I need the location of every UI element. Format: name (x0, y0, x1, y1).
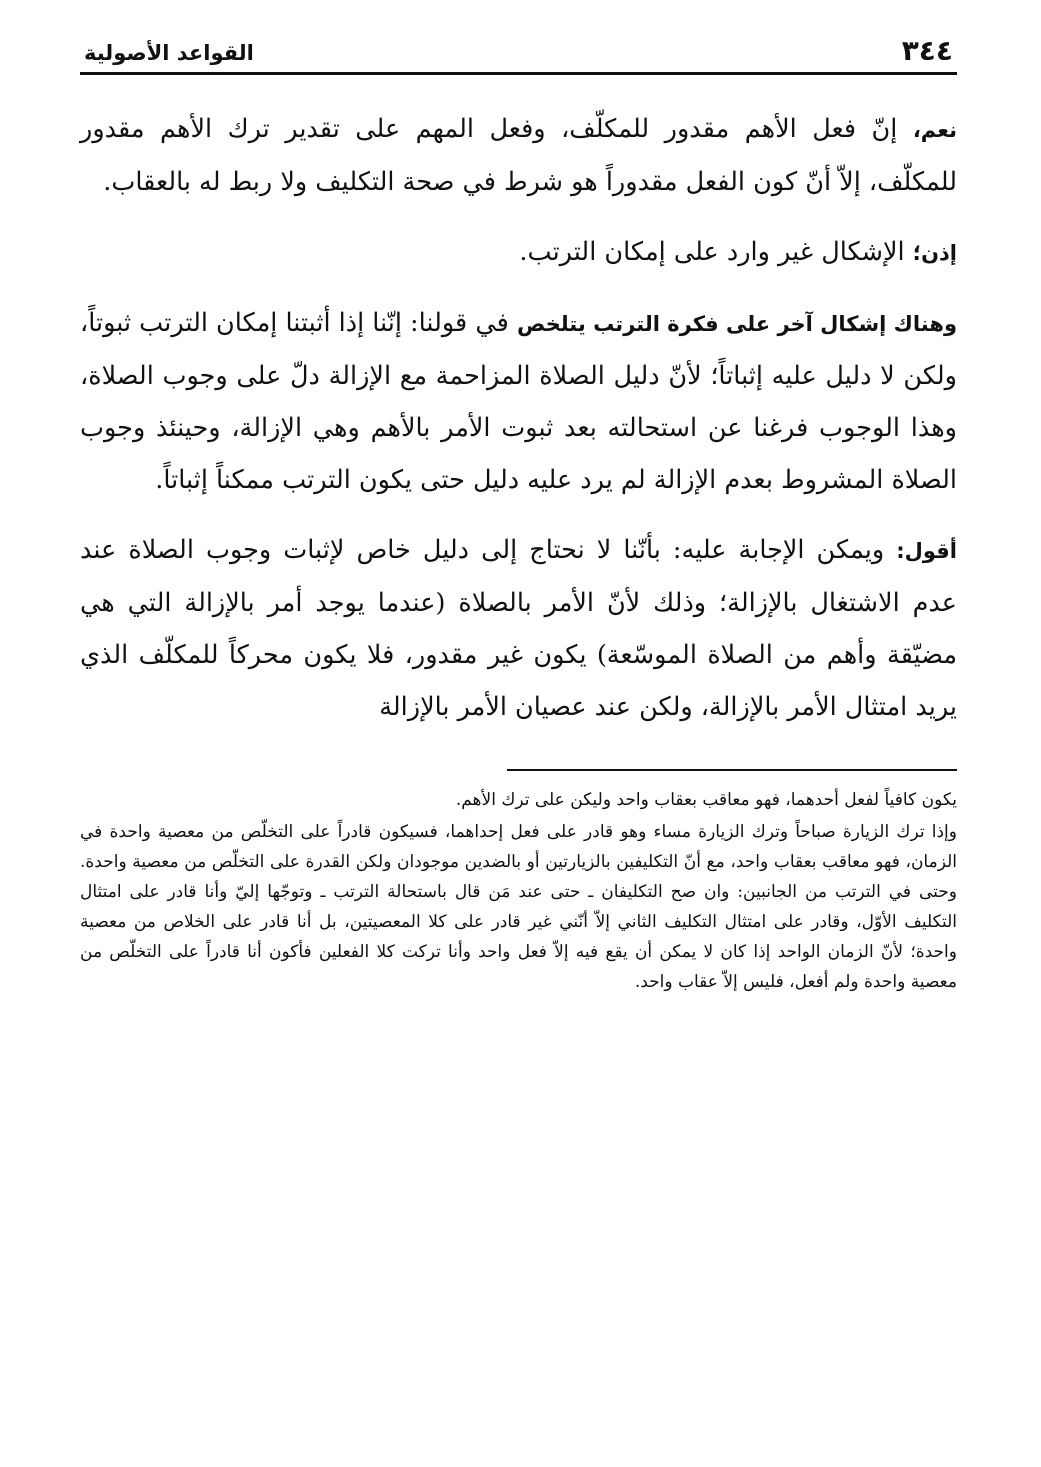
paragraph-3 (80, 297, 957, 506)
page-header (80, 28, 957, 68)
footnote-paragraph-1: يكون كافياً لفعل أحدهما، فهو معاقب بعقاب واحد وليكن على ترك الأهم. (455, 790, 957, 810)
paragraph-lead: نعم، (912, 118, 957, 142)
footnote-paragraph-2: وإذا ترك الزيارة صباحاً وترك الزيارة مساء وهو قادر على فعل إحداهما، فسيكون قادراً على التخلّص من معصية واحدة في الزمان، فهو معاقب بعقاب واحد، مع أنّ التكليفين بالزيارتين أو بالضدين موجودان ولكن القدرة على التخلّص من معصية واحدة. وحتى في الترتب من الجانبين: وان صح التكليفان ـ حتى عند مَن قال باستحالة الترتب ـ وتوجّها إليّ وأنا قادر على امتثال التكليف الأوّل، وقادر على امتثال التكليف الثاني إلاّ أنّني غير قادر على كلا المعصيتين، بل أنا قادر على الخلاص من معصية واحدة؛ لأنّ الزمان الواحد إذا كان لا يمكن أن يقع فيه إلاّ فعل واحد وأنا تركت كلا الفعلين فأكون أنا قادراً على التخلّص من معصية واحدة ولم أفعل، فليس إلاّ عقاب واحد. (80, 822, 957, 992)
running-title: القواعد الأصولية (84, 41, 254, 65)
paragraph-text: ويمكن الإجابة عليه: بأنّنا لا نحتاج إلى دليل خاص لإثبات وجوب الصلاة عند عدم الاشتغال بالإزالة؛ وذلك لأنّ الأمر بالصلاة (عندما يوجد أمر بالإزالة التي هي مضيّقة وأهم من الصلاة الموسّعة) يكون غير مقدور، فلا يكون محركاً للمكلّف الذي يريد امتثال الأمر بالإزالة، ولكن عند عصيان الأمر بالإزالة (80, 535, 957, 722)
paragraph-text: في قولنا: إنّنا إذا أثبتنا إمكان الترتب ثبوتاً، ولكن لا دليل عليه إثباتاً؛ لأنّ دليل الصلاة المزاحمة مع الإزالة دلّ على وجوب الصلاة، وهذا الوجوب فرغنا عن استحالته بعد ثبوت الأمر بالأهم وهي الإزالة، وحينئذ وجوب الصلاة المشروط بعدم الإزالة لم يرد عليه دليل حتى يكون الترتب ممكناً إثباتاً. (80, 308, 957, 495)
book-page (80, 28, 957, 999)
main-text (80, 103, 957, 733)
paragraph-text: الإشكال غير وارد على إمكان الترتب. (519, 237, 913, 267)
paragraph-4 (80, 524, 957, 733)
paragraph-2 (80, 226, 957, 279)
footnotes (80, 785, 957, 997)
footnote-divider (507, 769, 957, 771)
paragraph-lead: أقول: (896, 539, 957, 563)
page-number: ٣٤٤ (901, 34, 953, 67)
header-divider (80, 72, 957, 75)
paragraph-lead: إذن؛ (912, 241, 957, 265)
paragraph-lead: وهناك إشكال آخر على فكرة الترتب يتلخص (516, 312, 957, 336)
paragraph-1 (80, 103, 957, 208)
paragraph-text: إنّ فعل الأهم مقدور للمكلّف، وفعل المهم على تقدير ترك الأهم مقدور للمكلّف، إلاّ أنّ كون الفعل مقدوراً هو شرط في صحة التكليف ولا ربط له بالعقاب. (80, 114, 957, 197)
